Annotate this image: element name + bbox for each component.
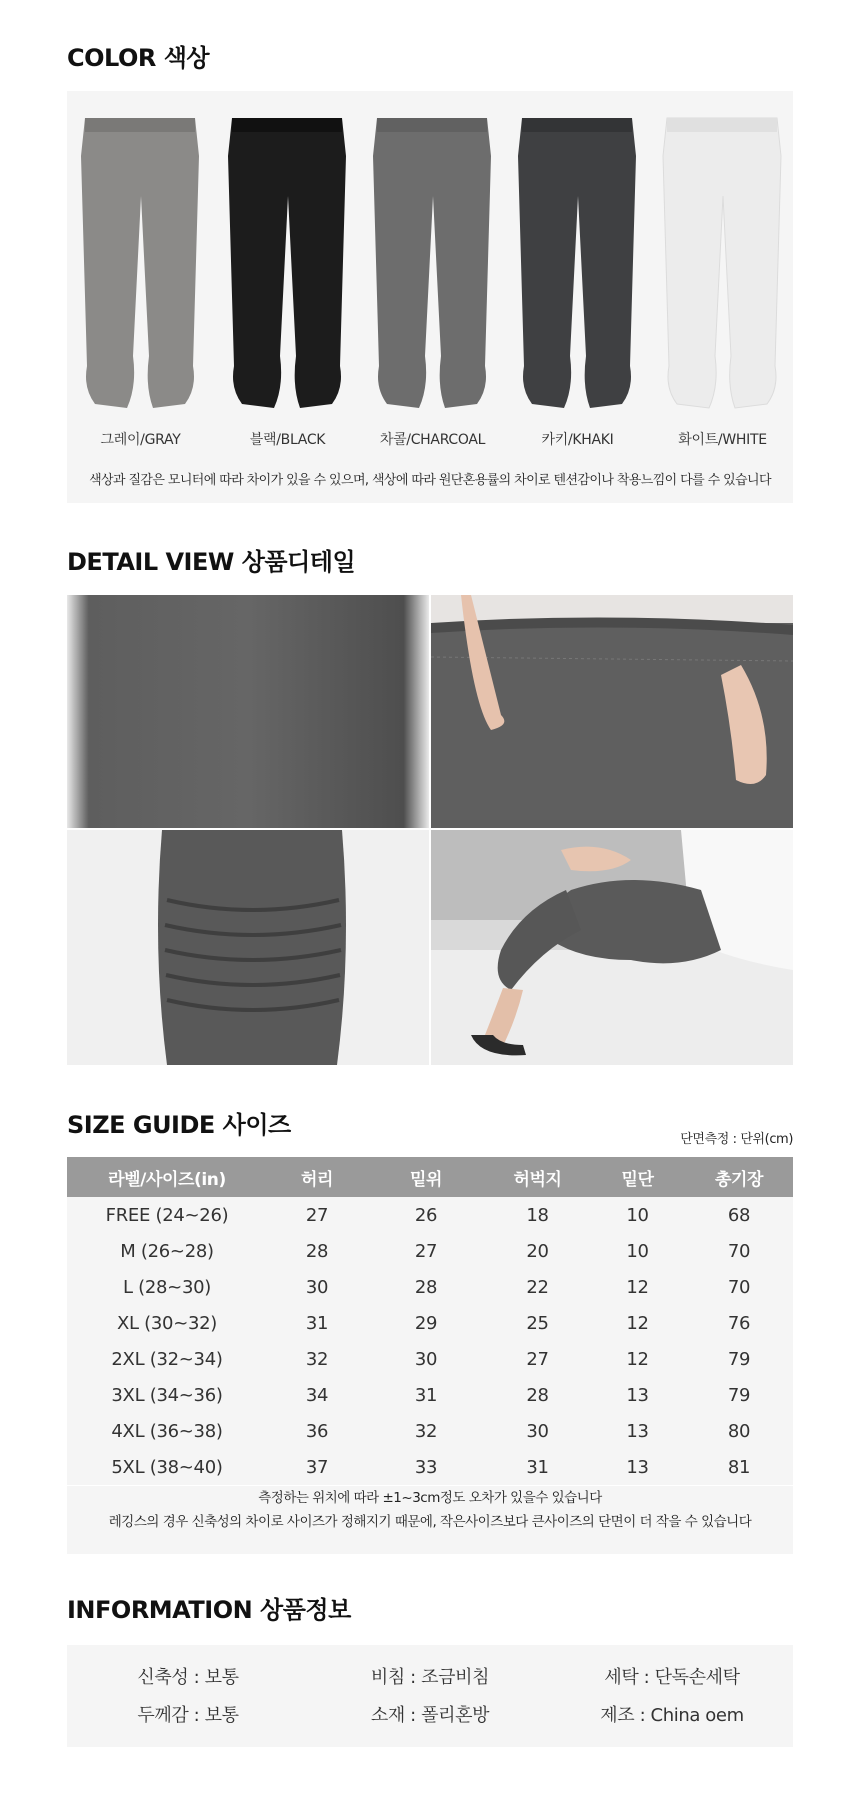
charcoal-leggings-image (367, 116, 497, 416)
size-table (67, 1157, 793, 1485)
cell-waist: 32 (305, 1348, 329, 1370)
cell-rise: 27 (414, 1240, 438, 1262)
cell-hem: 10 (626, 1204, 649, 1226)
cell-thigh: 18 (526, 1204, 549, 1226)
cell-thigh: 28 (526, 1384, 549, 1406)
cell-thigh: 25 (526, 1312, 549, 1334)
fabric-closeup-photo (67, 595, 429, 828)
color-panel (67, 91, 793, 503)
cell-waist: 31 (305, 1312, 329, 1334)
cell-waist: 30 (305, 1276, 329, 1298)
cell-rise: 29 (414, 1312, 438, 1334)
cell-size-label: 5XL (38~40) (111, 1456, 223, 1478)
header-total-length: 총기장 (685, 1157, 793, 1197)
cell-total-length: 80 (727, 1420, 751, 1442)
cell-rise: 32 (414, 1420, 438, 1442)
table-row (67, 1197, 793, 1233)
cell-total-length: 68 (727, 1204, 751, 1226)
cell-total-length: 79 (727, 1348, 751, 1370)
cell-waist: 34 (305, 1384, 329, 1406)
info-elasticity: 신축성 : 보통 (137, 1667, 239, 1688)
detail-photo-grid (67, 595, 793, 1065)
cell-hem: 12 (626, 1312, 649, 1334)
table-row (67, 1377, 793, 1413)
cell-size-label: L (28~30) (123, 1276, 211, 1298)
size-note-elasticity: 레깅스의 경우 신축성의 차이로 사이즈가 정해지기 때문에, 작은사이즈보다 큰사이즈의 단면이 더 작을 수 있습니다 (108, 1514, 752, 1530)
table-row (67, 1413, 793, 1449)
header-thigh: 허벅지 (485, 1157, 590, 1197)
size-note-tolerance: 측정하는 위치에 따라 ±1~3cm정도 오차가 있을수 있습니다 (258, 1490, 602, 1506)
cell-rise: 28 (414, 1276, 438, 1298)
cell-thigh: 31 (526, 1456, 549, 1478)
cell-hem: 13 (626, 1456, 649, 1478)
info-thickness: 두께감 : 보통 (137, 1705, 239, 1726)
gray-leggings-image (75, 116, 205, 416)
cell-rise: 30 (414, 1348, 438, 1370)
swatch-label-white: 화이트/WHITE (678, 432, 767, 448)
cell-rise: 26 (414, 1204, 438, 1226)
header-hem: 밑단 (590, 1157, 685, 1197)
ruched-hem-closeup-photo (67, 830, 429, 1065)
size-table-header-row (67, 1157, 793, 1197)
header-waist: 허리 (267, 1157, 367, 1197)
unit-note: 단면측정 : 단위(cm) (680, 1132, 793, 1147)
cell-size-label: 2XL (32~34) (111, 1348, 223, 1370)
cell-size-label: FREE (24~26) (105, 1204, 229, 1226)
table-row (67, 1305, 793, 1341)
white-leggings-image (657, 116, 787, 416)
model-wearing-photo (431, 830, 793, 1065)
info-washing: 세탁 : 단독손세탁 (604, 1667, 740, 1688)
cell-waist: 37 (305, 1456, 329, 1478)
cell-thigh: 20 (526, 1240, 549, 1262)
cell-total-length: 79 (727, 1384, 751, 1406)
table-row (67, 1449, 793, 1485)
cell-total-length: 81 (727, 1456, 751, 1478)
waistband-closeup-photo (431, 595, 793, 828)
detail-section-title: DETAIL VIEW 상품디테일 (67, 548, 356, 576)
cell-total-length: 70 (727, 1240, 751, 1262)
table-row (67, 1269, 793, 1305)
cell-total-length: 76 (727, 1312, 751, 1334)
cell-size-label: M (26~28) (120, 1240, 214, 1262)
cell-hem: 12 (626, 1276, 649, 1298)
khaki-leggings-image (512, 116, 642, 416)
cell-size-label: 3XL (34~36) (111, 1384, 223, 1406)
color-section-title: COLOR 색상 (67, 44, 210, 72)
info-material: 소재 : 폴리혼방 (370, 1705, 490, 1726)
cell-hem: 12 (626, 1348, 649, 1370)
info-section-title: INFORMATION 상품정보 (67, 1596, 351, 1624)
cell-rise: 31 (414, 1384, 438, 1406)
info-sheerness: 비침 : 조금비침 (370, 1667, 490, 1688)
swatch-label-khaki: 카키/KHAKI (541, 432, 614, 448)
color-note: 색상과 질감은 모니터에 따라 차이가 있을 수 있으며, 색상에 따라 원단혼용률의 차이로 텐션감이나 착용느낌이 다를 수 있습니다 (89, 473, 771, 488)
swatch-label-charcoal: 차콜/CHARCOAL (379, 432, 486, 448)
size-notes (67, 1486, 793, 1554)
cell-waist: 36 (305, 1420, 329, 1442)
swatch-label-gray: 그레이/GRAY (100, 432, 181, 448)
cell-hem: 13 (626, 1384, 649, 1406)
black-leggings-image (222, 116, 352, 416)
cell-waist: 27 (305, 1204, 329, 1226)
info-manufacture: 제조 : China oem (600, 1705, 744, 1726)
swatch-label-black: 블랙/BLACK (249, 432, 326, 448)
info-panel (67, 1645, 793, 1747)
cell-size-label: 4XL (36~38) (111, 1420, 223, 1442)
cell-total-length: 70 (727, 1276, 751, 1298)
header-rise: 밑위 (367, 1157, 485, 1197)
cell-size-label: XL (30~32) (116, 1312, 218, 1334)
header-label-size: 라벨/사이즈(in) (67, 1157, 267, 1197)
cell-thigh: 30 (526, 1420, 549, 1442)
cell-thigh: 27 (526, 1348, 549, 1370)
cell-rise: 33 (414, 1456, 438, 1478)
table-row (67, 1341, 793, 1377)
cell-hem: 13 (626, 1420, 649, 1442)
table-row (67, 1233, 793, 1269)
cell-thigh: 22 (526, 1276, 549, 1298)
cell-waist: 28 (305, 1240, 329, 1262)
size-section-title: SIZE GUIDE 사이즈 (67, 1111, 291, 1139)
cell-hem: 10 (626, 1240, 649, 1262)
